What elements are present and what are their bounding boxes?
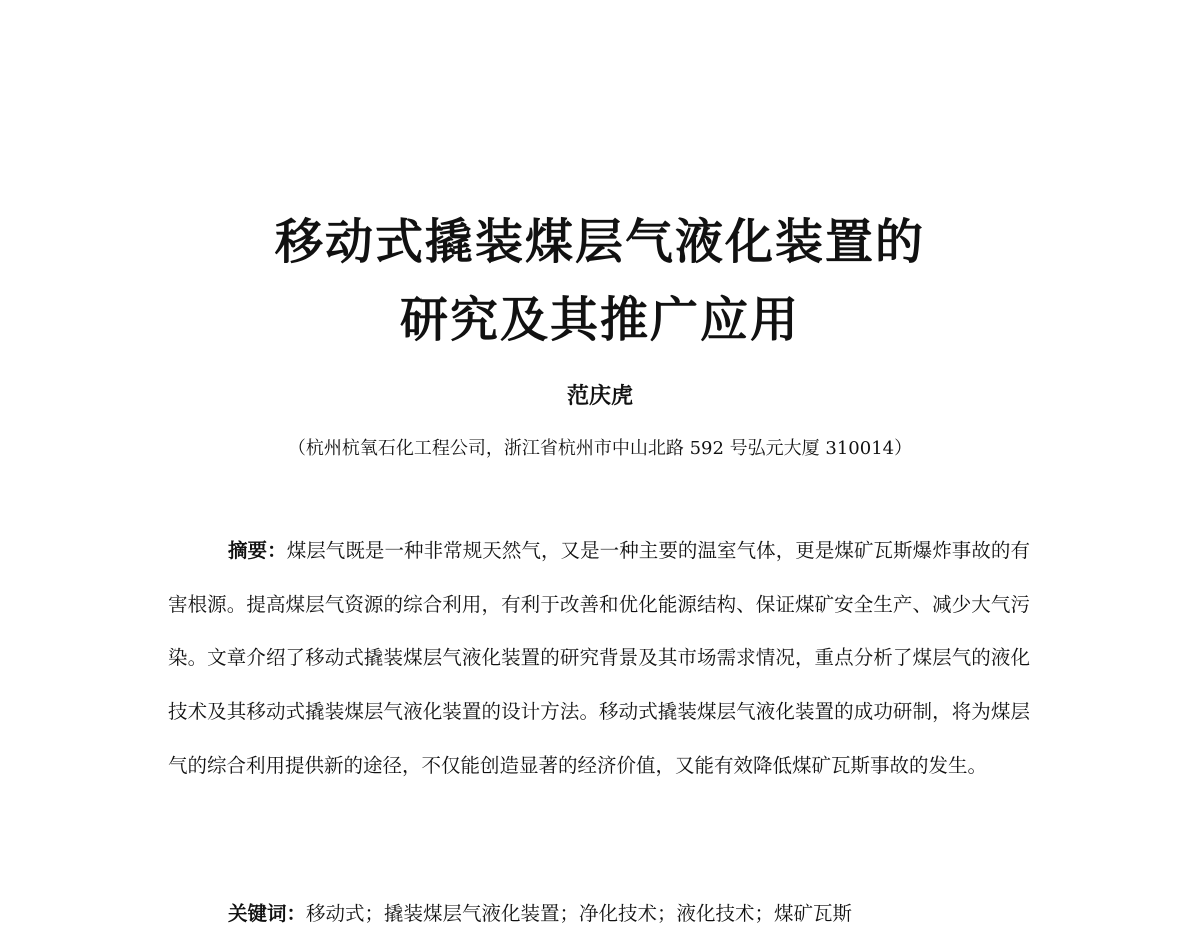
author-name: 范庆虎: [566, 384, 633, 409]
keywords-label: 关键词：: [228, 902, 307, 925]
paper-title-line-2: 研究及其推广应用: [399, 292, 800, 348]
keywords-text: 移动式；撬装煤层气液化装置；净化技术；液化技术；煤矿瓦斯: [306, 902, 853, 925]
keywords-line: [228, 894, 1028, 934]
abstract-paragraph: [168, 524, 1030, 793]
author-affiliation: （杭州杭氧石化工程公司，浙江省杭州市中山北路 592 号弘元大厦 310014）: [287, 438, 913, 459]
abstract-text: 煤层气既是一种非常规天然气，又是一种主要的温室气体，更是煤矿瓦斯爆炸事故的有害根源。提高煤层气资源的综合利用，有利于改善和优化能源结构、保证煤矿安全生产、减少大气污染。文章介绍了移动式撬装煤层气液化装置的研究背景及其市场需求情况，重点分析了煤层气的液化技术及其移动式撬装煤层气液化装置的设计方法。移动式撬装煤层气液化装置的成功研制，将为煤层气的综合利用提供新的途径，不仅能创造显著的经济价值，又能有效降低煤矿瓦斯事故的发生。: [168, 539, 1030, 777]
paper-title-line-1: 移动式撬装煤层气液化装置的: [274, 214, 925, 270]
abstract-label: 摘要：: [228, 539, 287, 562]
